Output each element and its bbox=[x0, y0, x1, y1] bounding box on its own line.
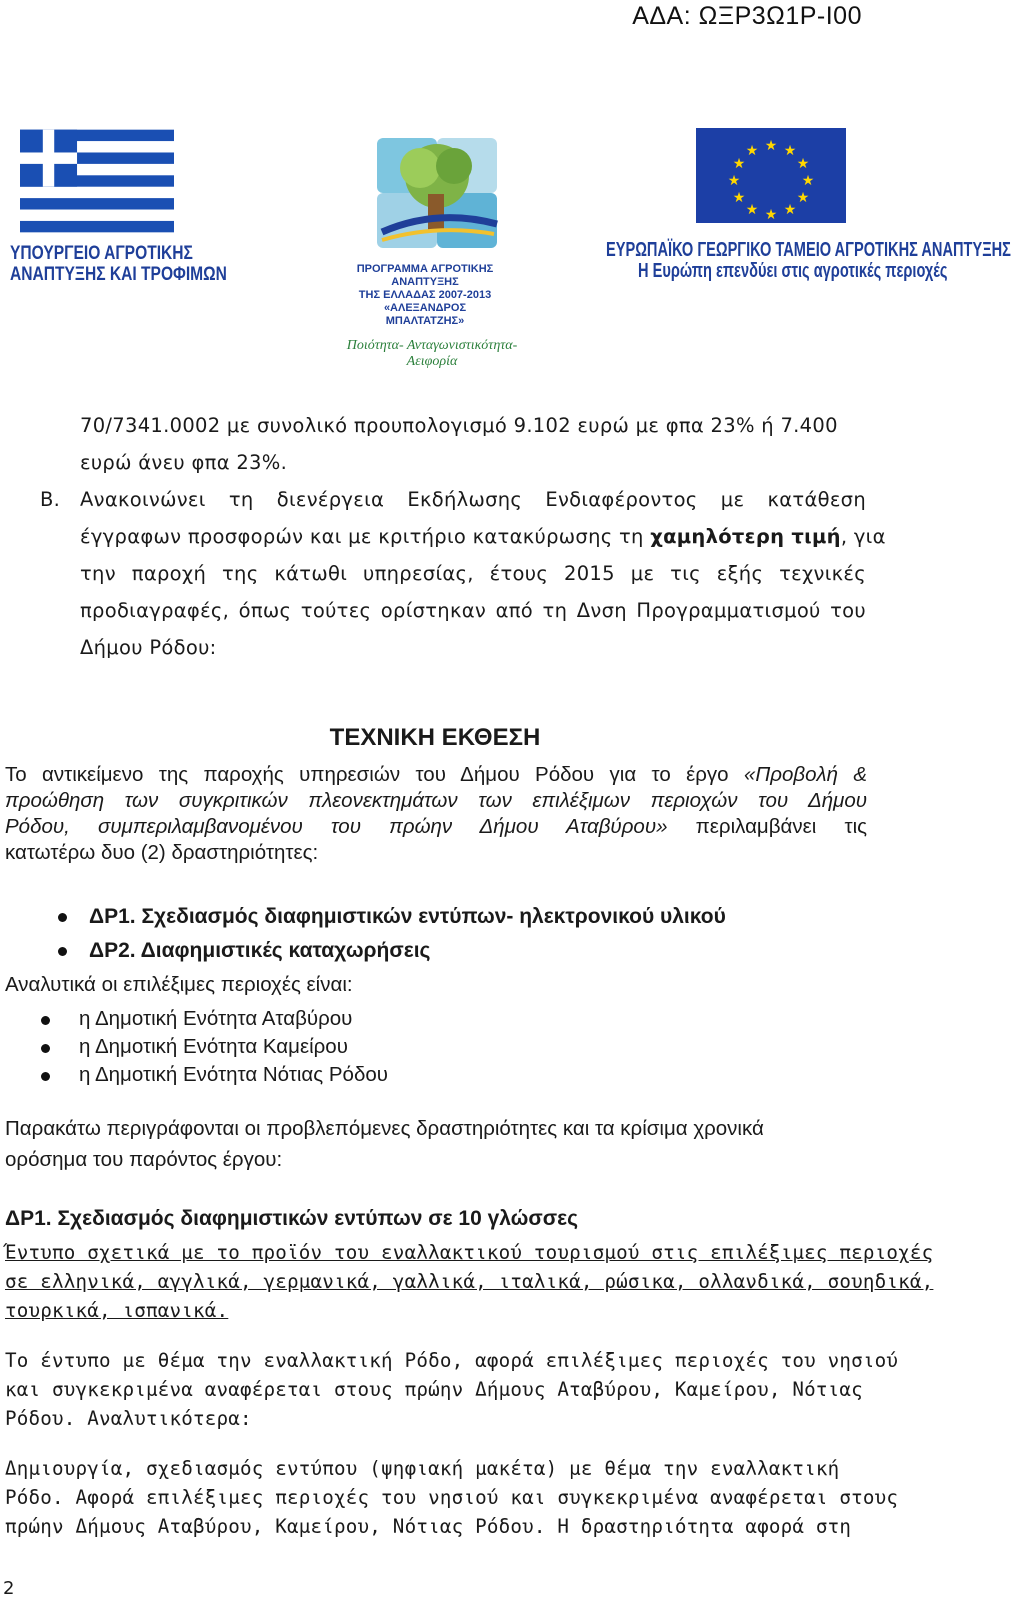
dr1-heading: ΔΡ1. Σχεδιασμός διαφημιστικών εντύπων σε 10 γλώσσες bbox=[5, 1207, 579, 1230]
eu-flag-icon bbox=[696, 128, 846, 223]
tree-puzzle-icon bbox=[362, 128, 512, 258]
area-item-2: η Δημοτική Ενότητα Καμείρου bbox=[79, 1035, 348, 1058]
lowest-price-emphasis: χαμηλότερη τιμή bbox=[650, 525, 841, 548]
program-motto: Ποιότητα- Ανταγωνιστικότητα-Αειφορία bbox=[346, 338, 518, 369]
intro-line-1: 70/7341.0002 με συνολικό προυπολογισμό 9.102 ευρώ με φπα 23% ή 7.400 bbox=[80, 414, 838, 437]
section-b-line-5: Δήμου Ρόδου: bbox=[80, 636, 217, 659]
report-p1-text-2: περιλαμβάνει τις bbox=[667, 815, 867, 838]
dr1-underlined-line-2: σε ελληνικά, αγγλικά, γερμανικά, γαλλικά, ιταλικά, ρώσικα, ολλανδικά, σουηδικά, bbox=[5, 1270, 934, 1293]
page-number: 2 bbox=[3, 1578, 15, 1599]
report-title: ΤΕΧΝΙΚΗ ΕΚΘΕΣΗ bbox=[329, 724, 541, 751]
report-p3-line-1: Το έντυπο με θέμα την εναλλακτική Ρόδο, αφορά επιλέξιμες περιοχές του νησιού bbox=[5, 1349, 899, 1372]
report-p1-line-1 bbox=[5, 762, 867, 789]
section-b-text: έγγραφων προσφορών και με κριτήριο κατακύρωσης τη bbox=[80, 525, 651, 548]
report-p3-line-2: και συγκεκριμένα αναφέρεται στους πρώην Δήμους Αταβύρου, Καμείρου, Νότιας bbox=[5, 1378, 863, 1401]
section-b-text-end: , για bbox=[840, 525, 886, 548]
bullet-icon bbox=[41, 1044, 50, 1053]
report-p2-line-2: ορόσημα του παρόντος έργου: bbox=[5, 1148, 283, 1171]
svg-text:★: ★ bbox=[796, 190, 810, 206]
greek-flag-icon bbox=[20, 128, 174, 234]
eu-logo bbox=[606, 128, 1011, 282]
ministry-caption-2: ΑΝΑΠΤΥΞΗΣ ΚΑΙ ΤΡΟΦΙΜΩΝ bbox=[10, 264, 227, 285]
svg-text:★: ★ bbox=[783, 143, 797, 159]
svg-text:★: ★ bbox=[745, 202, 759, 218]
activity-item-2: ΔΡ2. Διαφημιστικές καταχωρήσεις bbox=[89, 939, 431, 962]
svg-text:★: ★ bbox=[783, 202, 797, 218]
dr1-underlined-line-1: Έντυπο σχετικά με το προϊόν του εναλλακτικού τουρισμού στις επιλέξιμες περιοχές bbox=[5, 1241, 934, 1264]
section-b-line-3: την παροχή της κάτωθι υπηρεσίας, έτους 2015 με τις εξής τεχνικές bbox=[80, 562, 866, 585]
report-p3-line-3: Ρόδου. Αναλυτικότερα: bbox=[5, 1407, 252, 1430]
report-p4-line-3: πρώην Δήμους Αταβύρου, Καμείρου, Νότιας Ρόδου. Η δραστηριότητα αφορά στη bbox=[5, 1515, 852, 1538]
report-p4-line-2: Ρόδο. Αφορά επιλέξιμες περιοχές του νησιού και συγκεκριμένα αναφέρεται στους bbox=[5, 1486, 899, 1509]
ministry-logo bbox=[10, 128, 227, 285]
dr1-underlined-line-3: τουρκικά, ισπανικά. bbox=[5, 1299, 229, 1322]
activity-item-1: ΔΡ1. Σχεδιασμός διαφημιστικών εντύπων- ηλεκτρονικού υλικού bbox=[89, 905, 726, 928]
report-p2-line-1: Παρακάτω περιγράφονται οι προβλεπόμενες δραστηριότητες και τα κρίσιμα χρονικά bbox=[5, 1117, 764, 1140]
project-title: «Προβολή & bbox=[743, 763, 867, 786]
section-b-line-1: Ανακοινώνει τη διενέργεια Εκδήλωσης Ενδιαφέροντος με κατάθεση bbox=[80, 488, 866, 511]
eu-caption-1: ΕΥΡΩΠΑΪΚΟ ΓΕΩΡΓΙΚΟ ΤΑΜΕΙΟ ΑΓΡΟΤΙΚΗΣ ΑΝΑΠΤΥΞΗΣ bbox=[606, 239, 1011, 261]
program-caption-3: «ΑΛΕΞΑΝΔΡΟΣ ΜΠΑΛΤΑΤΖΗΣ» bbox=[383, 302, 467, 327]
svg-text:★: ★ bbox=[727, 173, 741, 189]
svg-text:★: ★ bbox=[732, 190, 746, 206]
svg-text:★: ★ bbox=[732, 156, 746, 172]
svg-text:★: ★ bbox=[745, 143, 759, 159]
section-b-line-2 bbox=[80, 525, 886, 548]
report-p1-line-4: κατωτέρω δυο (2) δραστηριότητες: bbox=[5, 841, 319, 864]
svg-text:★: ★ bbox=[796, 156, 810, 172]
program-caption-2: ΤΗΣ ΕΛΛΑΔΑΣ 2007-2013 bbox=[358, 289, 492, 301]
report-p1-line-3 bbox=[5, 814, 867, 841]
bullet-icon bbox=[58, 913, 67, 922]
project-title-end: Ρόδου, συμπεριλαμβανομένου του πρώην Δήμου Αταβύρου» bbox=[5, 815, 668, 838]
area-item-3: η Δημοτική Ενότητα Νότιας Ρόδου bbox=[79, 1063, 388, 1086]
bullet-icon bbox=[41, 1016, 50, 1025]
svg-text:★: ★ bbox=[764, 207, 778, 223]
area-item-1: η Δημοτική Ενότητα Αταβύρου bbox=[79, 1007, 353, 1030]
program-logo bbox=[322, 128, 542, 370]
bullet-icon bbox=[58, 947, 67, 956]
report-p1-text: Το αντικείμενο της παροχής υπηρεσιών του Δήμου Ρόδου για το έργο bbox=[5, 763, 744, 786]
section-b-marker: Β. bbox=[40, 488, 61, 511]
areas-intro: Αναλυτικά οι επιλέξιμες περιοχές είναι: bbox=[5, 973, 353, 996]
report-p1-line-2: προώθηση των συγκριτικών πλεονεκτημάτων των επιλέξιμων περιοχών του Δήμου bbox=[5, 789, 867, 812]
bullet-icon bbox=[41, 1072, 50, 1081]
report-p4-line-1: Δημιουργία, σχεδιασμός εντύπου (ψηφιακή μακέτα) με θέμα την εναλλακτική bbox=[5, 1457, 840, 1480]
svg-text:★: ★ bbox=[801, 173, 815, 189]
ada-code: ΑΔΑ: ΩΞΡ3Ω1Ρ-Ι00 bbox=[632, 2, 862, 30]
ministry-caption-1: ΥΠΟΥΡΓΕΙΟ ΑΓΡΟΤΙΚΗΣ bbox=[10, 243, 193, 264]
section-b-line-4: προδιαγραφές, όπως τούτες ορίστηκαν από τη Δνση Προγραμματισμού του bbox=[80, 599, 866, 622]
program-caption-1: ΠΡΟΓΡΑΜΜΑ ΑΓΡΟΤΙΚΗΣ ΑΝΑΠΤΥΞΗΣ bbox=[356, 263, 494, 288]
eu-caption-2: Η Ευρώπη επενδύει στις αγροτικές περιοχές bbox=[638, 260, 948, 282]
svg-text:★: ★ bbox=[764, 138, 778, 154]
intro-line-2: ευρώ άνευ φπα 23%. bbox=[80, 451, 288, 474]
